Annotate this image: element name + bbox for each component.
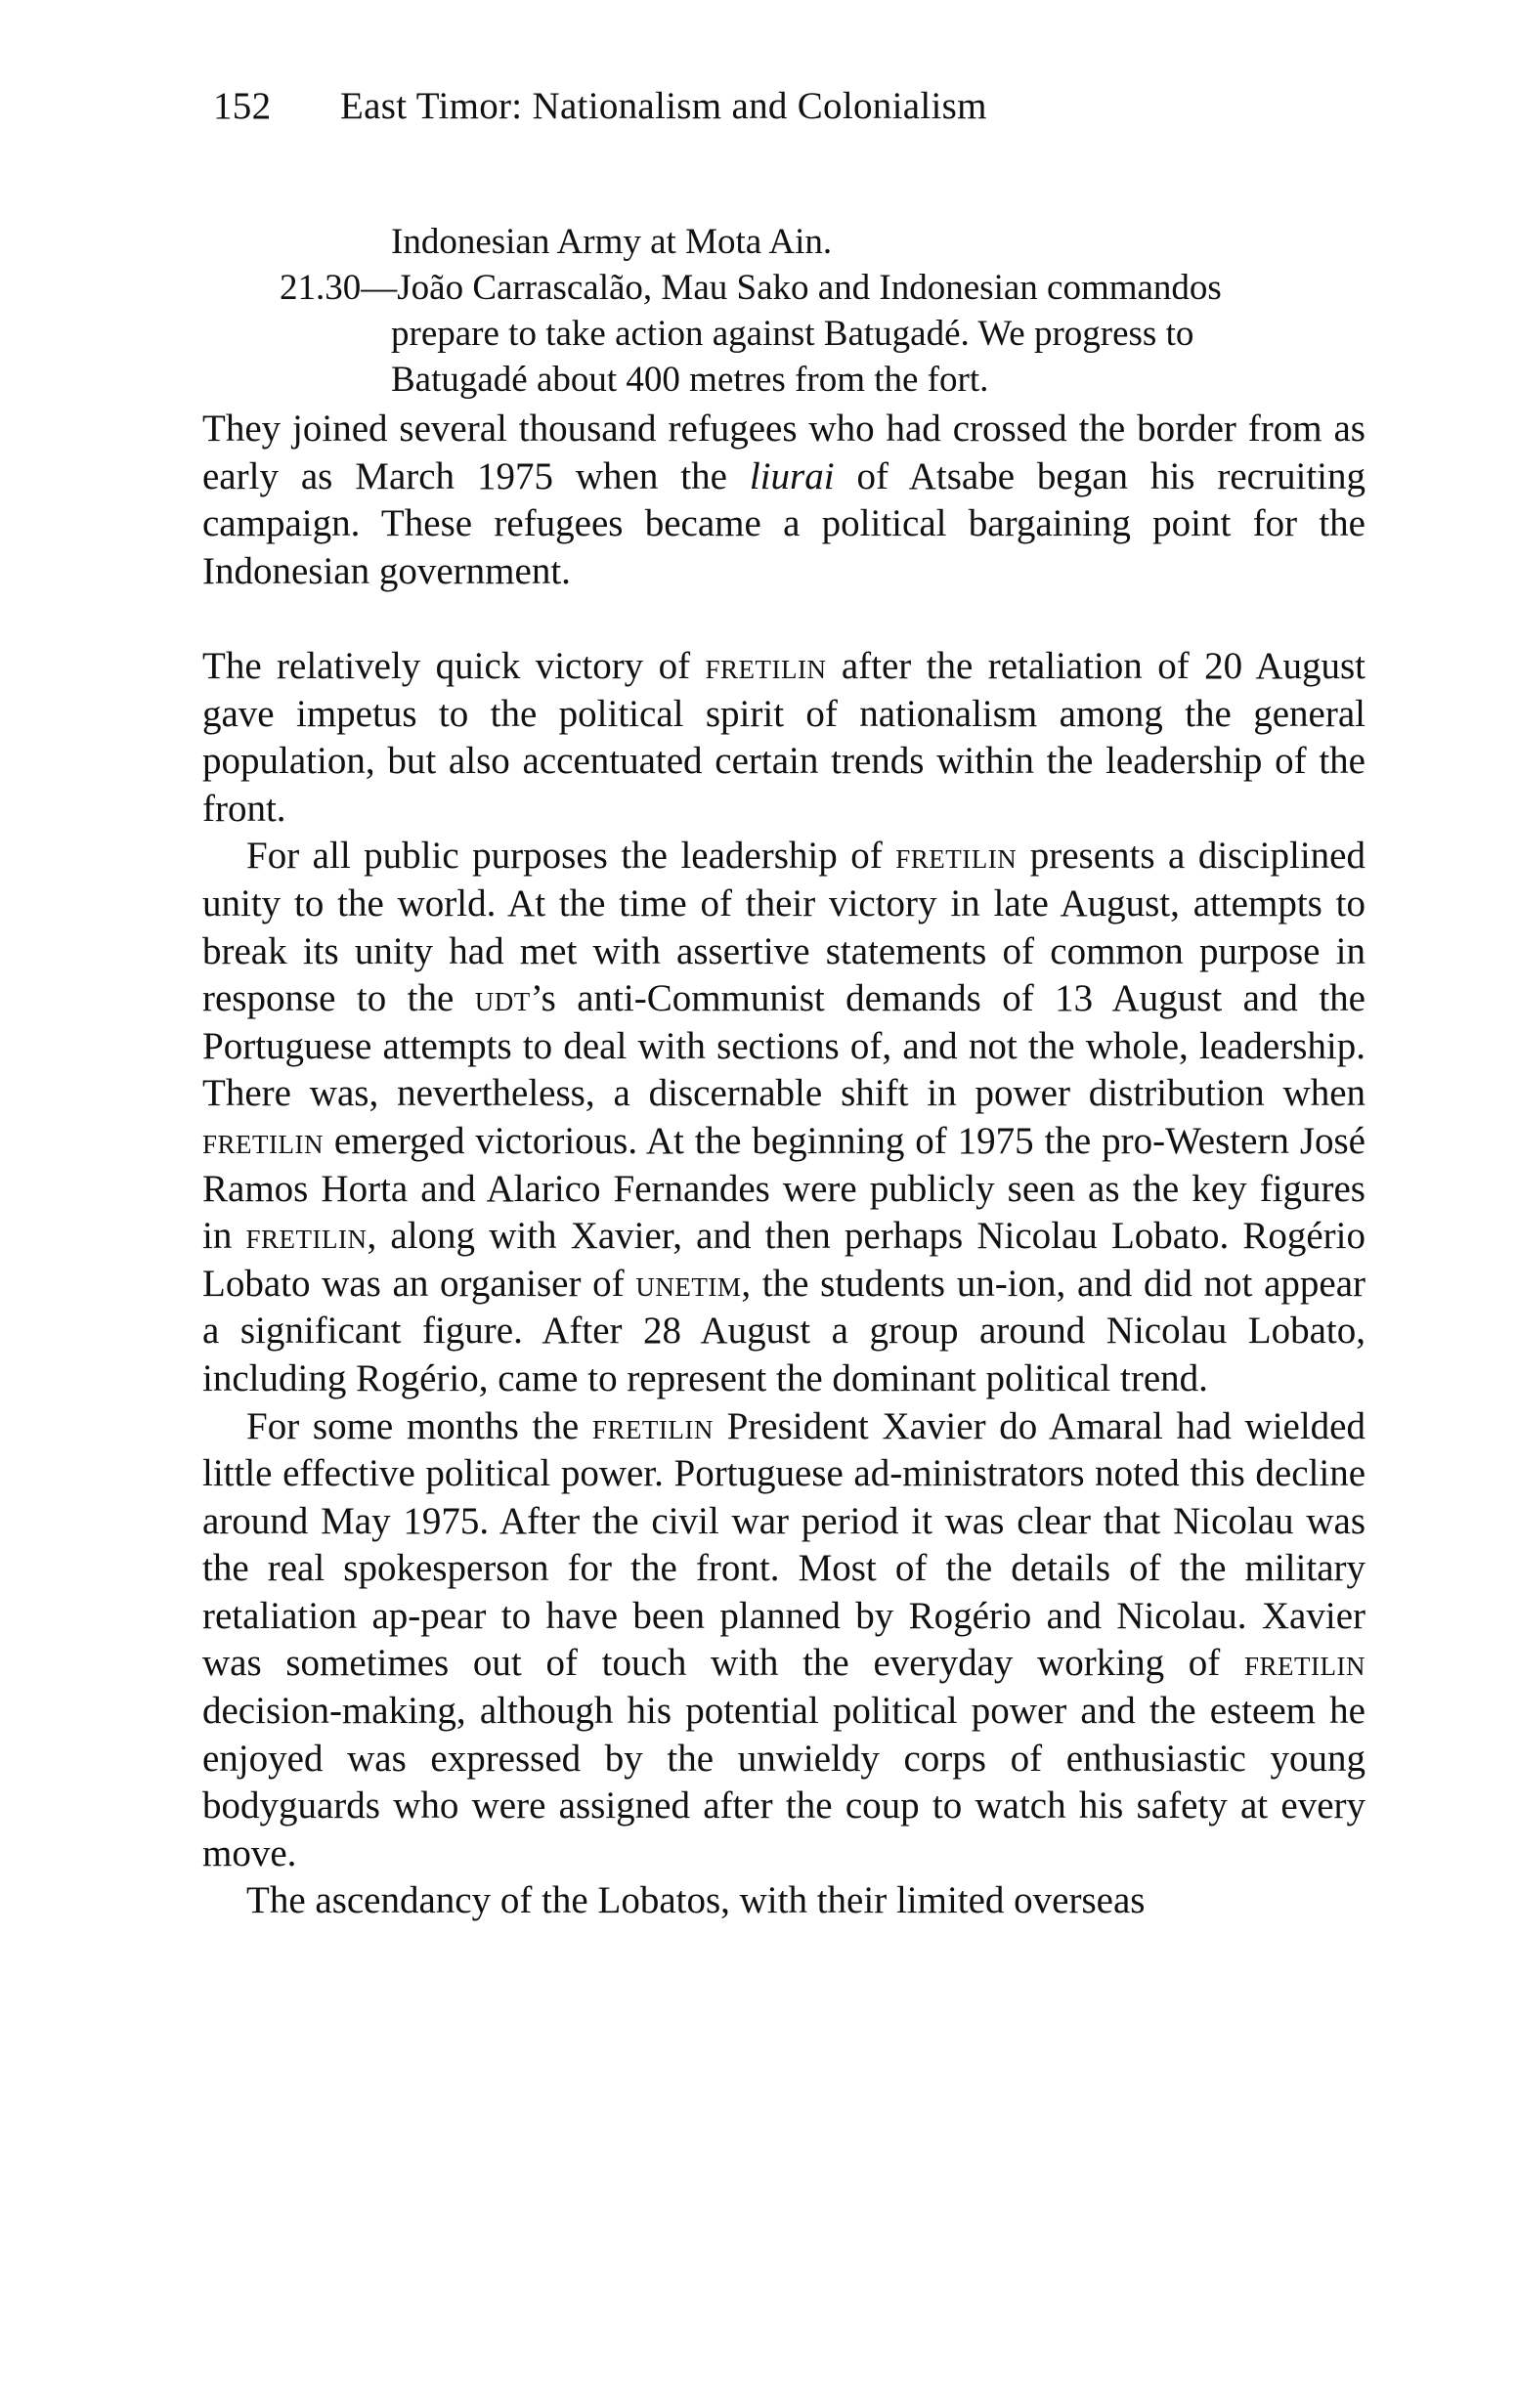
acronym: fretilin: [895, 835, 1018, 878]
text-run: For all public purposes the leadership of: [246, 835, 896, 878]
quote-entry-time: 21.30: [280, 268, 362, 308]
acronym: unetim: [635, 1262, 742, 1305]
text-run: President Xavier do Amaral had wielded little effective political power. Portuguese ad-ministrators noted this decline around May 1975. After the civil war period it was clear that Nicolau was the real spokesperson for the front. Most of the details of the military retaliation ap-pear to have been planned by Rogério and Nicolau. Xavier was sometimes out of touch with the everyday working of: [202, 1404, 1365, 1685]
text-run: decision-making, although his potential political power and the esteem he enjoyed was expressed by the unwieldy corps of enthusiastic young bodyguards who were assigned after the coup to watch his safety at every move.: [202, 1690, 1365, 1874]
text-run: The ascendancy of the Lobatos, with their limited overseas: [246, 1879, 1146, 1922]
acronym: fretilin: [245, 1215, 368, 1258]
running-title: East Timor: Nationalism and Colonialism: [340, 85, 987, 127]
acronym: udt: [474, 977, 531, 1020]
acronym: fretilin: [591, 1404, 714, 1447]
quote-entry: [280, 265, 1329, 403]
acronym: fretilin: [1244, 1642, 1365, 1685]
paragraph: [202, 406, 1365, 595]
paragraph: [202, 1403, 1365, 1878]
text-run: For some months the: [246, 1404, 592, 1447]
text-run: of Atsabe began his recruiting campaign. These refugees became a political bargaining point for the Indonesian government.: [202, 454, 1365, 592]
italic-term: liurai: [749, 454, 835, 497]
running-header: [213, 84, 987, 128]
paragraph: [202, 1877, 1365, 1925]
text-run: after the retaliation of 20 August gave impetus to the political spirit of nationalism among the general population, but also accentuated certain trends within the leadership of the front.: [202, 645, 1365, 830]
text-run: They joined several thousand refugees who had crossed the border from as early as March 1975 when the: [202, 408, 1365, 497]
acronym: fretilin: [202, 1119, 324, 1162]
text-run: emerged victorious. At the beginning of 1975 the pro-Western José Ramos Horta and Alarico Fernandes were publicly seen as the key figures in: [202, 1119, 1365, 1258]
text-run: The relatively quick victory of: [202, 645, 706, 687]
quote-entry-text: —João Carrascalão, Mau Sako and Indonesian commandos prepare to take action against Batugadé. We progress to Batugadé about 400 metres from the fort.: [361, 268, 1222, 400]
paragraph: [202, 833, 1365, 1402]
quote-line: Indonesian Army at Mota Ain.: [391, 222, 833, 262]
text-run: , the students un-ion, and did not appear a significant figure. After 28 August a group around Nicolau Lobato, including Rogério, came to represent the dominant political trend.: [202, 1262, 1365, 1399]
page-number: 152: [213, 85, 272, 127]
main-text: [202, 643, 1365, 1925]
text-run: , along with Xavier, and then perhaps Nicolau Lobato. Rogério Lobato was an organiser of: [202, 1215, 1365, 1305]
text-run: presents a disciplined unity to the world. At the time of their victory in late August, attempts to break its unity had met with assertive statements of common purpose in response to the: [202, 835, 1365, 1020]
paragraph: [202, 643, 1365, 833]
quoted-log: [280, 219, 1329, 403]
paragraph-refugees: [202, 406, 1365, 595]
acronym: fretilin: [705, 645, 827, 687]
text-run: ’s anti-Communist demands of 13 August and the Portuguese attempts to deal with sections of, and not the whole, leadership. There was, nevertheless, a discernable shift in power distribution when: [202, 977, 1365, 1115]
